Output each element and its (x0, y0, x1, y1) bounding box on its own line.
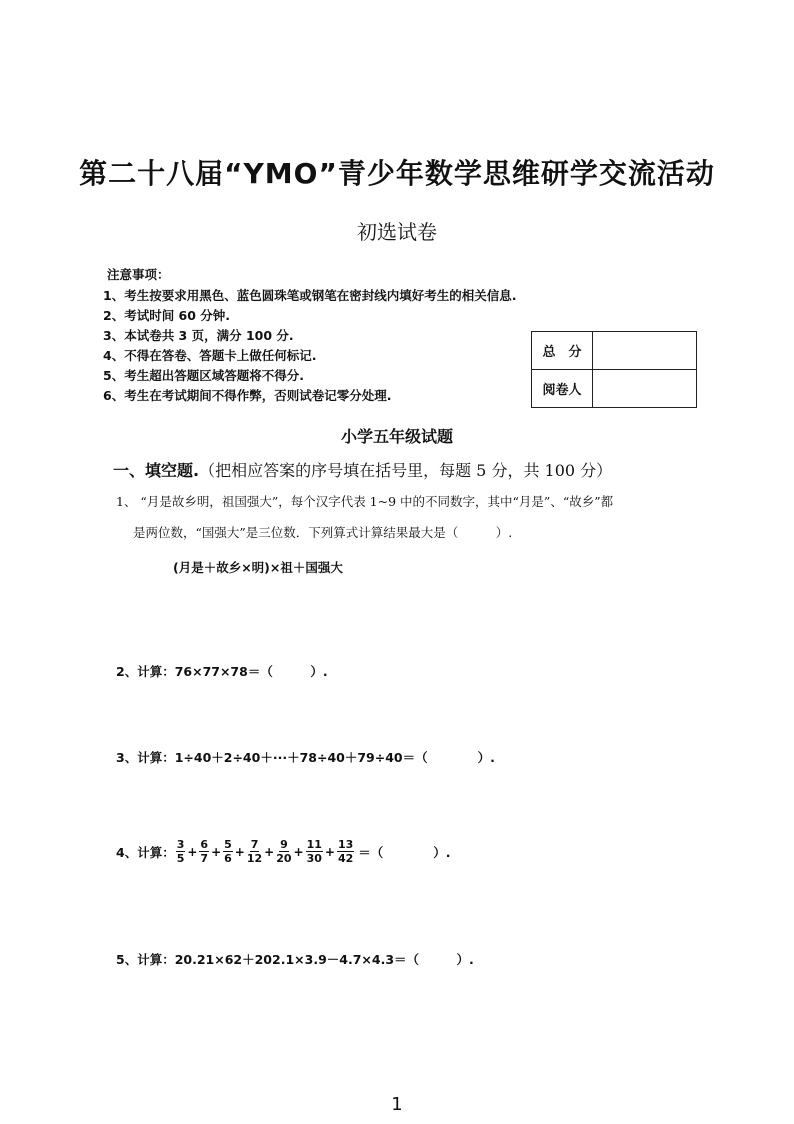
plus-operator: + (234, 844, 245, 859)
grade-title: 小学五年级试题 (340, 427, 453, 446)
total-score-cell[interactable] (593, 332, 697, 370)
notice-item-3: 3、本试卷共 3 页，满分 100 分. (103, 328, 294, 343)
question-4-suffix: ＝（ ）. (358, 844, 451, 860)
notice-item-4: 4、不得在答卷、答题卡上做任何标记. (103, 348, 317, 363)
question-4-prefix: 4、计算： (116, 844, 175, 860)
exam-subtitle: 初选试卷 (357, 220, 437, 244)
reviewer-label: 阅卷人 (532, 370, 593, 408)
question-2: 2、计算：76×77×78＝（ ）. (116, 664, 328, 679)
question-1-expression: (月是＋故乡×明)×祖＋国强大 (173, 560, 343, 575)
plus-operator: + (264, 844, 275, 859)
fraction: $\frac{3}{5}$ (176, 838, 185, 865)
plus-operator: + (293, 844, 304, 859)
total-score-label: 总 分 (532, 332, 593, 370)
plus-operator: + (187, 844, 198, 859)
question-1-line-2: 是两位数，“国强大”是三位数．下列算式计算结果最大是（ ）. (133, 525, 513, 540)
section-heading (113, 458, 612, 481)
fraction: $\frac{9}{20}$ (276, 838, 292, 865)
notice-item-2: 2、考试时间 60 分钟. (103, 308, 231, 323)
notice-item-6: 6、考生在考试期间不得作弊，否则试卷记零分处理. (103, 388, 392, 403)
plus-operator: + (211, 844, 222, 859)
question-1-line-1: 1、 “月是故乡明，祖国强大”，每个汉字代表 1~9 中的不同数字，其中“月是”、“故乡”都 (116, 494, 614, 509)
fraction: $\frac{5}{6}$ (224, 838, 232, 865)
question-5: 5、计算：20.21×62＋202.1×3.9－4.7×4.3＝（ ）. (116, 952, 474, 967)
section-label: 一、填空题. (113, 461, 200, 480)
fraction: $\frac{11}{30}$ (306, 838, 322, 865)
plus-operator: + (324, 844, 335, 859)
fraction: $\frac{7}{12}$ (246, 838, 263, 865)
section-instruction: （把相应答案的序号填在括号里，每题 5 分，共 100 分） (199, 461, 613, 480)
question-3: 3、计算：1÷40＋2÷40＋···＋78÷40＋79÷40＝（ ）. (116, 750, 495, 765)
notice-heading: 注意事项： (107, 267, 170, 282)
score-table (531, 331, 697, 408)
page-number: 1 (391, 1094, 403, 1115)
reviewer-cell[interactable] (593, 370, 697, 408)
fraction: $\frac{6}{7}$ (200, 838, 209, 865)
notice-item-1: 1、考生按要求用黑色、蓝色圆珠笔或钢笔在密封线内填好考生的相关信息. (103, 288, 517, 303)
question-4 (116, 838, 451, 865)
exam-title: 第二十八届“YMO”青少年数学思维研学交流活动 (79, 157, 715, 190)
fraction: $\frac{13}{42}$ (337, 838, 354, 865)
notice-item-5: 5、考生超出答题区域答题将不得分. (103, 368, 304, 383)
